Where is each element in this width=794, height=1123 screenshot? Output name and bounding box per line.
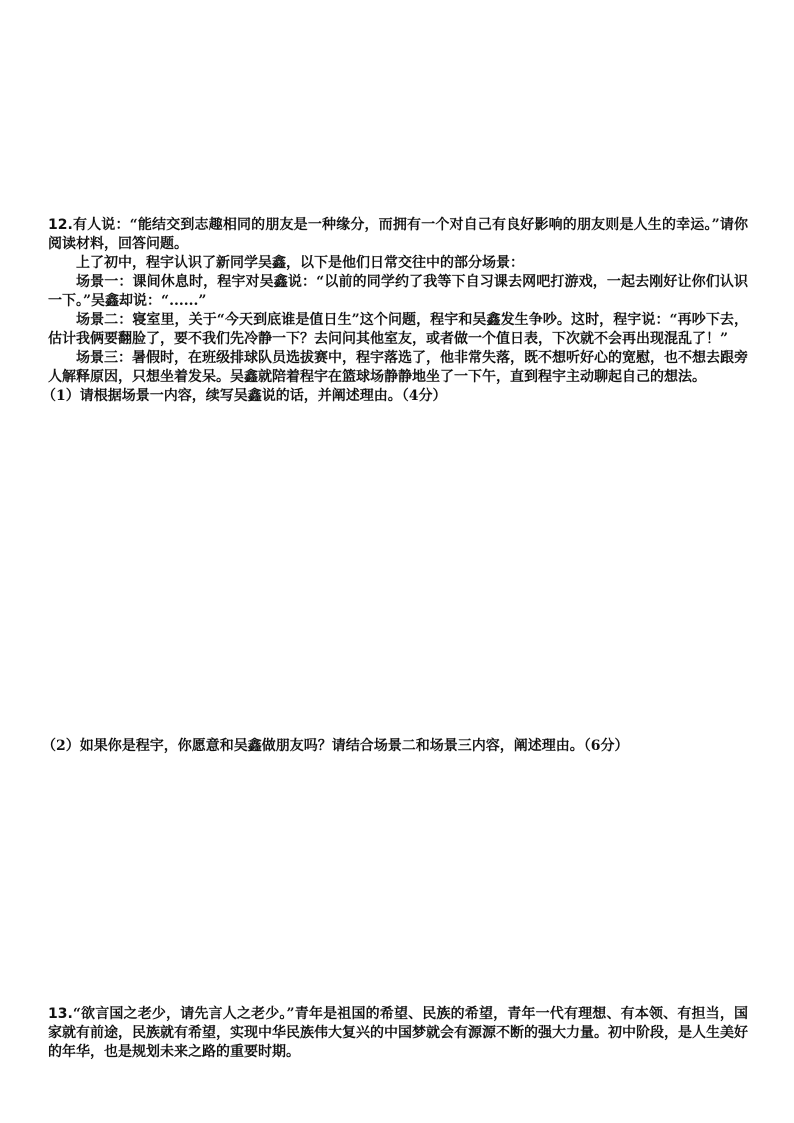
scene-1: 场景一：课间休息时，程宇对吴鑫说：“以前的同学约了我等下自习课去网吧打游戏，一起去刚好让你们认识一下。”吴鑫却说：“......” [48, 274, 748, 309]
question-13-text: 13.“欲言国之老少，请先言人之老少。”青年是祖国的希望、民族的希望，青年一代有理想、有本领、有担当，国家就有前途，民族就有希望，实现中华民族伟大复兴的中国梦就会有源源不断的强大力量。初中阶段，是人生美好的年华，也是规划未来之路的重要时期。 [48, 1006, 748, 1060]
question-12 [42, 216, 748, 406]
question-13 [48, 1005, 748, 1062]
question-12-sub-2-block [42, 737, 748, 756]
question-13-number: 13. [48, 1006, 73, 1022]
question-12-intro: 12.有人说：“能结交到志趣相同的朋友是一种缘分，而拥有一个对自己有良好影响的朋友则是人生的幸运。”请你阅读材料，回答问题。 [48, 217, 748, 252]
question-12-sub-2: （2）如果你是程宇，你愿意和吴鑫做朋友吗？请结合场景二和场景三内容，阐述理由。（6分） [42, 738, 629, 754]
scene-2: 场景二：寝室里，关于“今天到底谁是值日生”这个问题，程宇和吴鑫发生争吵。这时，程宇说：“再吵下去，估计我俩要翻脸了，要不我们先冷静一下？去问问其他室友，或者做一个值日表，下次就不会再出现混乱了！” [48, 312, 748, 347]
question-12-number: 12. [48, 217, 73, 233]
question-12-sub-1: （1）请根据场景一内容，续写吴鑫说的话，并阐述理由。（4分） [42, 388, 447, 404]
question-12-context: 上了初中，程宇认识了新同学吴鑫，以下是他们日常交往中的部分场景： [76, 255, 524, 271]
scene-3: 场景三：暑假时，在班级排球队员选拔赛中，程宇落选了，他非常失落，既不想听好心的宽慰，也不想去跟旁人解释原因，只想坐着发呆。吴鑫就陪着程宇在篮球场静静地坐了一下午，直到程宇主动聊起自己的想法。 [48, 350, 748, 385]
